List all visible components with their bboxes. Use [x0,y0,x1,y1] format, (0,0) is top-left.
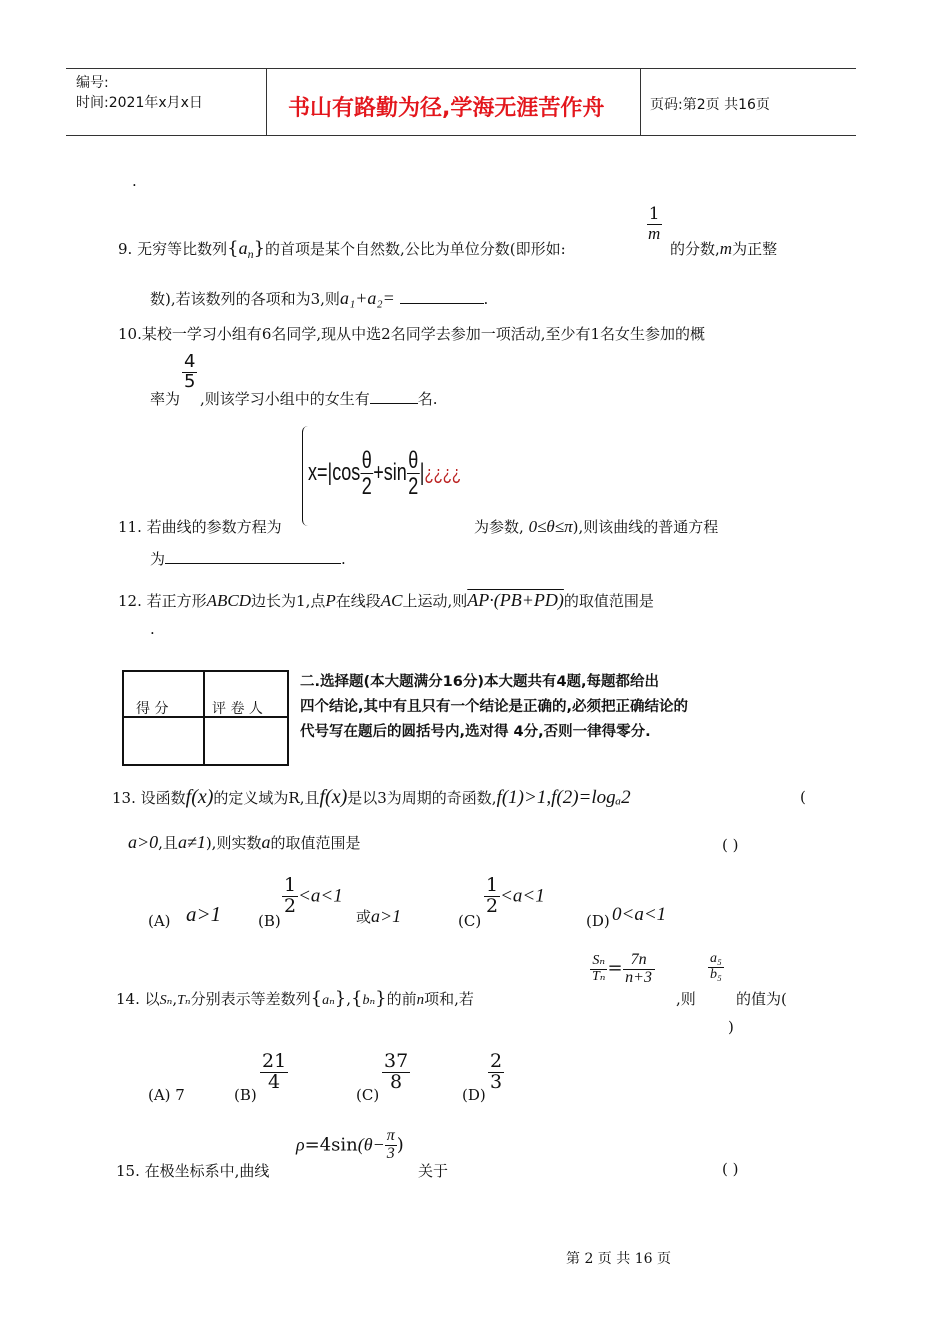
q9-seq-sub: n [247,247,254,261]
q14-option-c-label[interactable]: (C) [356,1086,380,1104]
q11-number: 11. [118,518,142,536]
q10-text1: 某校一学习小组有6名同学,现从中选2名同学去参加一项活动,至少有1名女生参加的概 [141,325,706,343]
q13-line1 [112,786,631,809]
q10-answer-blank[interactable] [370,403,418,404]
q9-line1: 9. 无穷等比数列$\{a_n\}$的首项是某个自然数,公比为单位分数(即形如: [118,238,566,261]
q14-bn: bₙ [362,993,376,1008]
q11-two1: 2 [361,473,372,501]
q14-c-num: 37 [384,1050,409,1072]
q13-option-c-label[interactable]: (C) [458,912,482,930]
q14-d-den: 3 [490,1070,503,1093]
q15-inner: (θ− [357,1134,385,1155]
q9-text1: 无穷等比数列 [137,240,228,258]
q13-fx2: f(x) [319,786,348,808]
q13-b-v: <a<1 [298,885,343,907]
q12-vector-expr: AP·(PB+PD) [467,590,564,610]
q13-text3: 是以3为周期的奇函数, [347,789,497,807]
q8-tail: . [132,172,137,190]
q11-line2b: . [341,550,346,568]
q13-c-den: 2 [486,894,499,917]
q9-text4: 为正整 [732,240,778,258]
q14-text5: ,则 [676,990,696,1008]
q9-frac-num: 1 [648,204,660,224]
q12-p: P [325,591,336,610]
grader-value-cell[interactable] [203,716,289,766]
q9-seq: a [238,238,248,258]
q13-line2b: ,且 [158,834,178,852]
section2-line1: 二.选择题(本大题满分16分)本大题共有4题,每题都给出 [300,674,660,690]
q14-f3-den: b₅ [710,966,722,982]
q13-c-v: <a<1 [500,885,545,907]
q14-option-b-label[interactable]: (B) [234,1086,257,1104]
q12-number: 12. [118,592,142,610]
q14-text2: 分别表示等差数列 [190,990,311,1008]
q12-ac: AC [380,591,403,610]
page-footer: 第 2 页 共 16 页 [566,1251,671,1267]
q11-equation [308,448,461,499]
q12-text5: 的取值范围是 [563,592,654,610]
q9-expr: a₁+a₂= [339,288,395,308]
q13-open-paren: ( [800,788,806,806]
q11-eq-x: x=|cos [308,459,361,487]
q14-text3: 的前 [386,990,417,1008]
q14-option-d-label[interactable]: (D) [462,1086,486,1104]
q12-line1 [118,590,654,611]
q15-answer-paren[interactable]: ( ) [722,1160,739,1178]
q14-f2-den: n+3 [625,968,652,986]
q15-pi: π [386,1127,395,1144]
q9-fraction [646,206,662,243]
q15-three: 3 [386,1144,395,1162]
q13-line2d: ),则实数 [205,834,262,852]
q12-abcd: ABCD [206,591,252,610]
q13-option-b-or [356,906,401,927]
q13-text2: 的定义域为R,且 [213,789,320,807]
q12-text3: 在线段 [335,592,381,610]
q13-option-d-label[interactable]: (D) [586,912,610,930]
q9-line2b: . [483,290,489,308]
q13-cond: f(1)>1,f(2)=logₐ2 [496,787,631,808]
q13-a: a [261,832,271,852]
q13-b-den: 2 [284,894,297,917]
q10-frac-num: 4 [184,351,196,372]
q11-text2: 为参数, [474,518,524,536]
number-label: 编号: [76,75,109,91]
q13-answer-paren[interactable]: ( ) [722,836,739,854]
q15-line1 [116,1160,269,1181]
q13-fx1: f(x) [185,786,214,808]
q13-option-a-label[interactable]: (A) [148,912,171,930]
q11-line1-tail [474,516,718,537]
q9-line2a: 数),若该数列的各项和为3,则 [150,290,340,308]
q13-option-a-value: a>1 [186,902,222,926]
q13-b-or: 或 [356,908,372,926]
q9-line1-tail [670,238,777,259]
q14-text6: 的值为( [736,990,787,1008]
q11-bar: | [419,459,425,487]
q10-line2b: ,则该学习小组中的女生有 [200,390,370,408]
q14-sn: Sₙ [159,993,173,1008]
q14-b-den: 4 [268,1070,281,1093]
q14-ratio [590,952,655,987]
q10-line1 [118,323,705,344]
time-label: 时间:2021年x月x日 [76,95,203,111]
q14-number: 14. [116,990,140,1008]
q9-frac-den: m [648,223,661,243]
section2-line3: 代号写在题后的圆括号内,选对得 4分,否则一律得零分. [300,724,651,740]
q14-an: aₙ [322,993,335,1008]
q14-f1-den: Tₙ [592,968,606,984]
q13-line2c: a≠1 [177,832,206,852]
q14-text4: 项和,若 [424,990,474,1008]
grader-label: 评 卷 人 [212,701,263,717]
q14-option-c-value [382,1052,410,1093]
q10-line2a: 率为 [150,390,181,408]
q13-text1: 设函数 [140,789,186,807]
q13-b-v2: a>1 [371,906,402,926]
q14-option-d-value [488,1052,504,1093]
q14-c-den: 8 [390,1070,403,1093]
q12-tail: . [150,620,155,638]
q15-equation [296,1128,404,1163]
q10-frac-den: 5 [184,370,196,392]
score-label: 得 分 [136,701,169,717]
q9-text3: 的分数, [670,240,720,258]
page-indicator: 页码:第2页 共16页 [650,97,770,113]
q13-b-num: 1 [284,874,297,896]
q11-answer-blank[interactable] [165,563,341,564]
q14-f2-num: 7n [623,952,655,970]
q13-option-b-label[interactable]: (B) [258,912,281,930]
q14-option-b-value [260,1052,288,1093]
q14-a5b5 [708,952,724,982]
q10-line2 [150,388,180,409]
q14-answer-paren[interactable]: ) [728,1018,734,1036]
q13-c-num: 1 [486,874,499,896]
q15-rho: ρ [296,1134,305,1155]
q14-tn: Tₙ [177,993,191,1008]
q10-line2-tail [200,388,438,409]
q13-line2e: 的取值范围是 [270,834,361,852]
q9-line2 [150,288,488,309]
q15-close: ) [396,1134,404,1156]
q12-text1: 若正方形 [146,592,207,610]
q14-option-a[interactable]: (A) 7 [148,1086,185,1104]
q15-text2: 关于 [418,1162,449,1180]
q14-eq: = [607,957,623,979]
q14-n: n [416,992,425,1008]
q11-text3: ),则该曲线的普通方程 [572,518,719,536]
q14-text1: 以 [144,990,160,1008]
q11-theta1: θ [361,447,372,474]
q15-number: 15. [116,1162,140,1180]
q14-d-num: 2 [490,1050,503,1072]
q11-theta2: θ [408,447,419,474]
q10-line2c: 名. [417,390,438,408]
q13-option-b-value [282,876,343,917]
q9-answer-blank[interactable] [400,303,484,304]
q11-two2: 2 [408,473,419,501]
q9-text2: 的首项是某个自然数,公比为单位分数(即形如: [265,240,566,258]
q11-range: 0≤θ≤π [528,517,573,536]
q13-line2 [128,832,360,853]
q14-line1: 14. 以Sₙ,Tₙ分别表示等差数列{aₙ},{bₙ}的前n项和,若 [116,988,474,1009]
q11-plus-sin: +sin [373,459,407,487]
q11-text1: 若曲线的参数方程为 [146,518,282,536]
q11-line2 [150,548,346,569]
q14-comma: , [172,990,178,1008]
q15-eq: =4sin [304,1134,358,1156]
q14-f3-num: a₅ [710,951,722,966]
q13-line2a: a>0 [128,832,159,852]
q10-fraction [182,353,197,392]
q10-number: 10. [118,325,142,343]
q9-m: m [719,239,733,258]
header-motto: 书山有路勤为径,学海无涯苦作舟 [288,96,605,121]
q15-text1: 在极坐标系中,曲线 [144,1162,270,1180]
q14-b-num: 21 [262,1050,287,1072]
q13-option-c-value [484,876,545,917]
q14-f1-num: Sₙ [592,953,606,969]
q11-line2a: 为 [150,550,166,568]
q13-option-d-value: 0<a<1 [612,904,667,925]
q12-text2: 边长为1,点 [251,592,326,610]
q9-number: 9. [118,240,133,258]
q11-garbled: ¿¿¿¿ [424,463,462,486]
score-value-cell[interactable] [122,716,204,766]
q13-number: 13. [112,789,136,807]
section2-line2: 四个结论,其中有且只有一个结论是正确的,必须把正确结论的 [300,699,689,715]
q11-line1 [118,516,282,537]
q12-text4: 上运动,则 [402,592,468,610]
